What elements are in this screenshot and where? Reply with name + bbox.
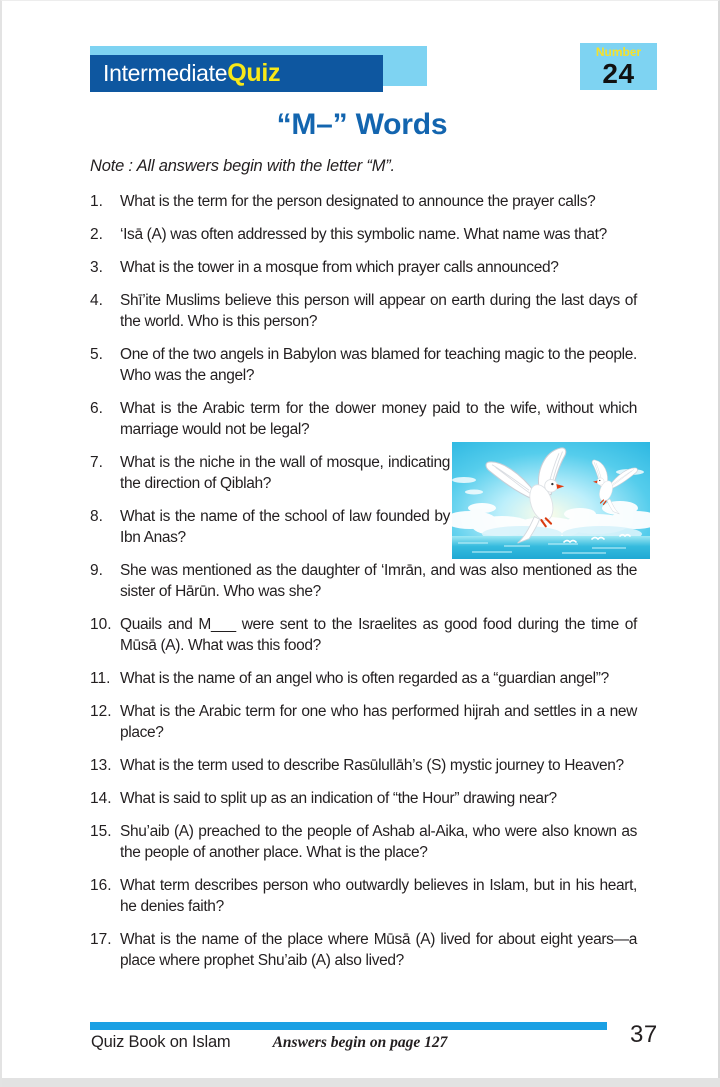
question-text: Shī’ite Muslims believe this person will appear on earth during the last days of the world. Who is this person? — [120, 292, 637, 330]
question-text: One of the two angels in Babylon was blamed for teaching magic to the people. Who was the angel? — [120, 346, 637, 384]
quiz-number-box — [580, 43, 657, 90]
question-number: 11. — [90, 670, 111, 687]
page-bottom-edge — [2, 1078, 720, 1087]
question-number: 14. — [90, 790, 112, 807]
question-item-9 — [90, 560, 637, 602]
question-text: What is the name of an angel who is often regarded as a “guardian angel”? — [120, 670, 609, 687]
question-text: What is the name of the school of law founded by Ibn Anas? — [120, 508, 450, 546]
question-number: 13. — [90, 757, 112, 774]
question-number: 16. — [90, 877, 112, 894]
question-item-10 — [90, 614, 637, 656]
question-item-8 — [90, 506, 450, 548]
question-item-16 — [90, 875, 637, 917]
question-number: 10. — [90, 616, 112, 633]
question-item-15 — [90, 821, 637, 863]
question-item-7 — [90, 452, 450, 494]
question-number: 15. — [90, 823, 112, 840]
doves-illustration — [452, 442, 650, 559]
question-text: Shu’aib (A) preached to the people of Ashab al-Aika, who were also known as the people of another place. What is the place? — [120, 823, 637, 861]
doves-illustration-svg — [452, 442, 650, 559]
question-number: 3. — [90, 259, 103, 276]
question-item-1 — [90, 191, 637, 212]
footer-rule-bar — [90, 1022, 607, 1030]
question-number: 5. — [90, 346, 103, 363]
question-item-11 — [90, 668, 637, 689]
question-text: What is the name of the place where Mūsā (A) lived for about eight years—a place where prophet Shu’aib (A) also lived? — [120, 931, 637, 969]
footer-book-title: Quiz Book on Islam — [91, 1033, 231, 1051]
question-item-6 — [90, 398, 637, 440]
footer-page-number: 37 — [630, 1021, 658, 1048]
question-number: 12. — [90, 703, 112, 720]
question-item-17 — [90, 929, 637, 971]
quiz-number-label: Number — [595, 45, 642, 59]
note-line: Note : All answers begin with the letter “M”. — [90, 157, 395, 175]
question-text: What is the tower in a mosque from which prayer calls announced? — [120, 259, 559, 276]
question-text: What is the Arabic term for one who has performed hijrah and settles in a new place? — [120, 703, 637, 741]
banner-label-intermediate: Intermediate — [103, 60, 228, 86]
question-text: What is the Arabic term for the dower money paid to the wife, without which marriage would not be legal? — [120, 400, 637, 438]
question-item-5 — [90, 344, 637, 386]
question-item-3 — [90, 257, 637, 278]
question-number: 1. — [90, 193, 103, 210]
quiz-number-value: 24 — [602, 58, 635, 89]
question-number: 7. — [90, 454, 103, 471]
question-text: What is the niche in the wall of mosque, indicating the direction of Qiblah? — [120, 454, 450, 492]
question-text: Quails and M___ were sent to the Israelites as good food during the time of Mūsā (A). What was this food? — [120, 616, 637, 654]
question-number: 6. — [90, 400, 103, 417]
question-text: What is said to split up as an indication of “the Hour” drawing near? — [120, 790, 557, 807]
question-number: 4. — [90, 292, 103, 309]
question-text: What term describes person who outwardly believes in Islam, but in his heart, he denies faith? — [120, 877, 637, 915]
question-number: 2. — [90, 226, 103, 243]
question-item-13 — [90, 755, 637, 776]
question-number: 8. — [90, 508, 103, 525]
question-number: 17. — [90, 931, 112, 948]
question-text: ‘Isā (A) was often addressed by this symbolic name. What name was that? — [120, 226, 607, 243]
question-text: She was mentioned as the daughter of ‘Imrān, and was also mentioned as the sister of Hārūn. Who was she? — [120, 562, 637, 600]
footer-answers-note: Answers begin on page 127 — [272, 1034, 448, 1051]
header-banner — [90, 55, 383, 92]
page-title: “M–” Words — [276, 108, 448, 141]
question-item-12 — [90, 701, 637, 743]
question-item-4 — [90, 290, 637, 332]
question-list — [90, 157, 637, 983]
question-item-2 — [90, 224, 637, 245]
question-item-14 — [90, 788, 637, 809]
question-number: 9. — [90, 562, 103, 579]
banner-label-quiz: Quiz — [227, 59, 281, 87]
question-text: What is the term used to describe Rasūlullāh’s (S) mystic journey to Heaven? — [120, 757, 624, 774]
question-text: What is the term for the person designated to announce the prayer calls? — [120, 193, 596, 210]
